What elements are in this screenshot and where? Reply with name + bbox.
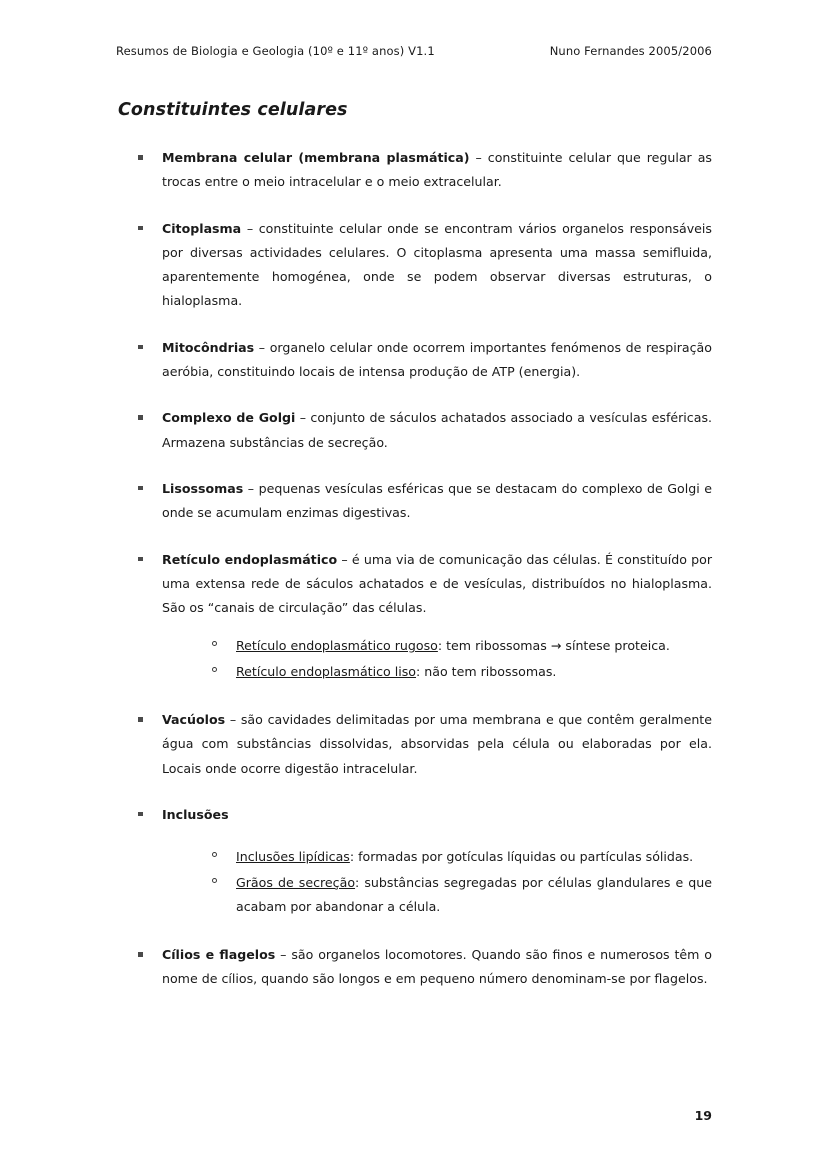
list-item-dash: – [225,712,241,728]
sub-list-item-text: : não tem ribossomas. [416,663,557,679]
list-item-dash: – [469,150,488,165]
sub-list-item [162,634,712,658]
sub-list-item [162,845,712,869]
sub-list [162,845,712,919]
list-item-term: Citoplasma [162,220,242,236]
square-bullet-icon [138,226,143,231]
header-right-text: Nuno Fernandes 2005/2006 [549,44,712,58]
sub-list-item-text: : tem ribossomas → síntese proteica. [437,638,670,654]
square-bullet-icon [138,812,143,817]
list-item-text: organelo celular onde ocorrem importantes fenómenos de respiração aeróbia, constituindo locais de intensa produção de ATP (energia). [162,339,712,380]
list-item-term: Lisossomas [162,480,244,496]
sub-list-item-label: Retículo endoplasmático liso [236,663,417,679]
square-bullet-icon [138,952,143,957]
list-item-term: Mitocôndrias [162,339,255,355]
list-item-text: é uma via de comunicação das células. É constituído por uma extensa rede de sáculos achatados e de vesículas, distribuídos no hialoplasma. São os “canais de circulação” das células. [162,551,712,616]
circle-bullet-icon [212,641,217,646]
list-item-dash: – [241,220,259,236]
list-item-text: conjunto de sáculos achatados associado a vesículas esféricas. Armazena substâncias de secreção. [162,410,713,450]
list-item-dash: – [275,947,292,963]
list-item [116,336,712,385]
list-item [116,708,712,781]
list-item [116,146,712,195]
list-item-term: Complexo de Golgi [162,410,296,426]
list-item-term: Membrana celular (membrana plasmática) [162,150,470,165]
list-item [116,477,712,526]
circle-bullet-icon [212,852,217,857]
square-bullet-icon [138,345,143,350]
sub-list-item-text: : substâncias segregadas por células glandulares e que acabam por abandonar a célula. [236,874,712,914]
list-item-dash: – [337,551,352,567]
list-item-text: são cavidades delimitadas por uma membrana e que contêm geralmente água com substâncias dissolvidas, absorvidas pela célula ou elaboradas por ela. Locais onde ocorre digestão intracelular. [162,712,712,776]
list-item-text: constituinte celular onde se encontram vários organelos responsáveis por diversas actividades celulares. O citoplasma apresenta uma massa semifluida, aparentemente homogénea, onde se podem observar diversas estruturas, o hialoplasma. [162,220,712,309]
page-title: Constituintes celulares [118,100,348,120]
square-bullet-icon [138,717,143,722]
list-item-dash: – [243,480,259,496]
list-item [116,406,712,455]
list-item [116,548,712,684]
list-item-text: constituinte celular que regular as trocas entre o meio intracelular e o meio extracelular. [162,150,712,190]
list-item-term: Retículo endoplasmático [162,551,338,567]
list-item-dash: – [295,410,311,426]
header-left-text: Resumos de Biologia e Geologia (10º e 11º anos) V1.1 [116,44,435,58]
sub-list-item [162,660,712,684]
list-item-text: pequenas vesículas esféricas que se destacam do complexo de Golgi e onde se acumulam enzimas digestivas. [162,480,712,521]
sub-list-item-text: : formadas por gotículas líquidas ou partículas sólidas. [349,849,694,865]
page-number: 19 [694,1108,712,1123]
list-item [116,943,712,992]
sub-list-item-label: Grãos de secreção [236,874,356,890]
square-bullet-icon [138,486,143,491]
square-bullet-icon [138,415,143,420]
list-item [116,217,712,314]
square-bullet-icon [138,155,143,160]
list-item-term: Vacúolos [162,712,226,728]
sub-list [162,634,712,684]
list-item [116,803,712,919]
square-bullet-icon [138,557,143,562]
sub-list-item-label: Retículo endoplasmático rugoso [236,638,438,654]
list-item-dash: – [254,339,270,355]
constituents-list [116,146,712,992]
circle-bullet-icon [212,878,217,883]
list-item-term: Cílios e flagelos [162,947,276,963]
sub-list-item [162,871,712,920]
list-item-text: são organelos locomotores. Quando são finos e numerosos têm o nome de cílios, quando são longos e em pequeno número denominam-se por flagelos. [162,947,713,987]
circle-bullet-icon [212,667,217,672]
list-item-term: Inclusões [162,806,229,822]
sub-list-item-label: Inclusões lipídicas [236,849,350,865]
page-header [116,44,712,58]
